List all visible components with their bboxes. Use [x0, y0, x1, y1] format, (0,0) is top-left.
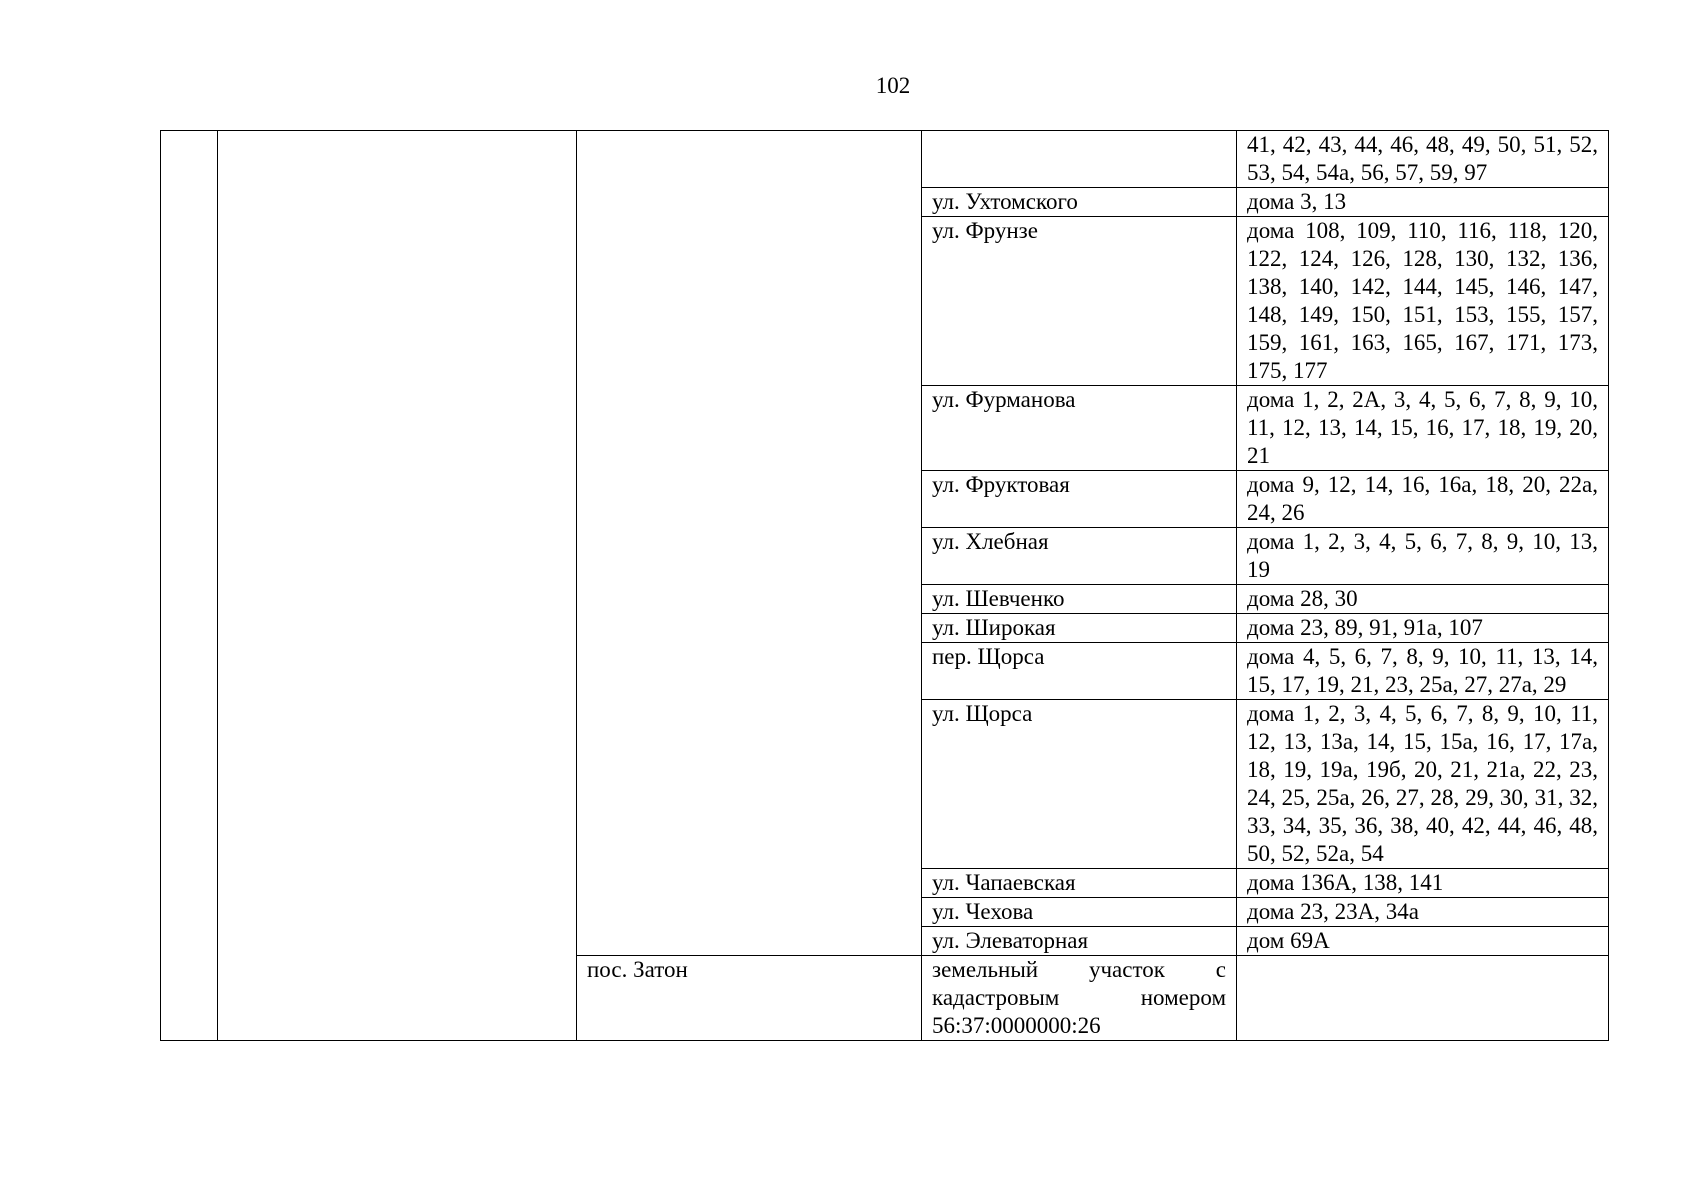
street-cell: ул. Фрунзе — [922, 217, 1237, 386]
settlement-cell — [577, 131, 922, 956]
table-row — [161, 131, 1609, 188]
houses-cell: дом 69А — [1237, 927, 1609, 956]
houses-cell: дома 23, 23А, 34а — [1237, 898, 1609, 927]
street-cell: ул. Фруктовая — [922, 471, 1237, 528]
houses-cell: дома 9, 12, 14, 16, 16а, 18, 20, 22а, 24, 26 — [1237, 471, 1609, 528]
street-cell: ул. Щорса — [922, 700, 1237, 869]
street-cell: ул. Элеваторная — [922, 927, 1237, 956]
street-cell: ул. Широкая — [922, 614, 1237, 643]
houses-cell: дома 4, 5, 6, 7, 8, 9, 10, 11, 13, 14, 15, 17, 19, 21, 23, 25а, 27, 27а, 29 — [1237, 643, 1609, 700]
street-cell: ул. Чехова — [922, 898, 1237, 927]
street-cell: ул. Ухтомского — [922, 188, 1237, 217]
houses-cell: дома 1, 2, 3, 4, 5, 6, 7, 8, 9, 10, 11, 12, 13, 13а, 14, 15, 15а, 16, 17, 17а, 18, 19, 19а, 19б, 20, 21, 21а, 22, 23, 24, 25, 25а, 26, 27, 28, 29, 30, 31, 32, 33, 34, 35, 36, 38, 40, 42, 44, 46, 48, 50, 52, 52а, 54 — [1237, 700, 1609, 869]
street-cell: пер. Щорса — [922, 643, 1237, 700]
street-cell: ул. Хлебная — [922, 528, 1237, 585]
street-cell: ул. Фурманова — [922, 386, 1237, 471]
settlement-name-cell: пос. Затон — [577, 956, 922, 1041]
land-plot-cell: земельный участок с кадастровым номером 56:37:0000000:26 — [922, 956, 1237, 1041]
district-cell — [218, 131, 577, 1041]
houses-cell: дома 28, 30 — [1237, 585, 1609, 614]
houses-cell: дома 23, 89, 91, 91а, 107 — [1237, 614, 1609, 643]
page-number: 102 — [875, 73, 911, 98]
houses-cell: дома 3, 13 — [1237, 188, 1609, 217]
houses-cell: дома 1, 2, 2А, 3, 4, 5, 6, 7, 8, 9, 10, 11, 12, 13, 14, 15, 16, 17, 18, 19, 20, 21 — [1237, 386, 1609, 471]
houses-cell — [1237, 956, 1609, 1041]
houses-cell: дома 108, 109, 110, 116, 118, 120, 122, 124, 126, 128, 130, 132, 136, 138, 140, 142, 144, 145, 146, 147, 148, 149, 150, 151, 153, 155, 157, 159, 161, 163, 165, 167, 171, 173, 175, 177 — [1237, 217, 1609, 386]
street-cell: ул. Чапаевская — [922, 869, 1237, 898]
houses-cell: дома 136А, 138, 141 — [1237, 869, 1609, 898]
street-cell — [922, 131, 1237, 188]
houses-cell: 41, 42, 43, 44, 46, 48, 49, 50, 51, 52, 53, 54, 54а, 56, 57, 59, 97 — [1237, 131, 1609, 188]
houses-cell: дома 1, 2, 3, 4, 5, 6, 7, 8, 9, 10, 13, 19 — [1237, 528, 1609, 585]
number-cell — [161, 131, 218, 1041]
street-cell: ул. Шевченко — [922, 585, 1237, 614]
address-table — [160, 130, 1609, 1041]
